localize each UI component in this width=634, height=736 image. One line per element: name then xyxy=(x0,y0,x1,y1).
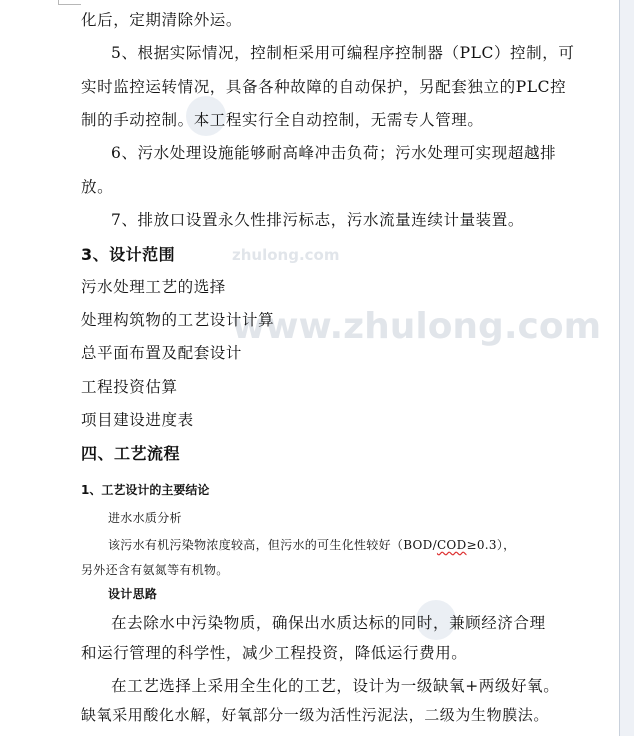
paragraph-line: 5、根据实际情况，控制柜采用可编程序控制器（PLC）控制，可 xyxy=(111,44,575,62)
scope-item: 污水处理工艺的选择 xyxy=(81,278,226,296)
text-segment: 该污水有机污染物浓度较高，但污水的可生化性较好（BOD/ xyxy=(108,538,437,552)
watermark-small: zhulong.com xyxy=(232,246,340,264)
page-corner-marker xyxy=(58,0,81,5)
paragraph-line: 化后，定期清除外运。 xyxy=(81,11,243,29)
paragraph-line: 6、污水处理设施能够耐高峰冲击负荷；污水处理可实现超越排 xyxy=(111,144,557,162)
spellcheck-flagged-word: COD xyxy=(436,538,467,552)
subsection-label: 设计思路 xyxy=(108,587,158,601)
scope-item: 项目建设进度表 xyxy=(81,411,194,429)
paragraph-line: 7、排放口设置永久性排污标志，污水流量连续计量装置。 xyxy=(111,211,524,229)
watermark-large: www.zhulong.com xyxy=(232,306,602,347)
scope-item: 处理构筑物的工艺设计计算 xyxy=(81,311,275,329)
subsection-heading: 1、工艺设计的主要结论 xyxy=(81,483,210,497)
paragraph-line: 制的手动控制。本工程实行全自动控制，无需专人管理。 xyxy=(81,111,484,129)
paragraph-line: 在工艺选择上采用全生化的工艺，设计为一级缺氧+两级好氧。 xyxy=(111,677,560,695)
paragraph-line: 放。 xyxy=(81,178,114,196)
paragraph-line: 在去除水中污染物质，确保出水质达标的同时，兼顾经济合理 xyxy=(111,614,546,632)
paragraph-line: 实时监控运转情况，具备各种故障的自动保护，另配套独立的PLC控 xyxy=(81,78,567,96)
paragraph-line xyxy=(108,536,515,553)
section-heading: 3、设计范围 xyxy=(81,245,176,264)
paragraph-line: 和运行管理的科学性，减少工程投资，降低运行费用。 xyxy=(81,644,468,662)
text-segment: ≥0.3）， xyxy=(466,538,516,552)
scope-item: 工程投资估算 xyxy=(81,378,178,396)
paragraph-line: 另外还含有氨氮等有机物。 xyxy=(81,563,229,577)
paragraph-line: 进水水质分析 xyxy=(108,511,182,525)
scope-item: 总平面布置及配套设计 xyxy=(81,344,243,362)
paragraph-line: 缺氧采用酸化水解，好氧部分一级为活性污泥法，二级为生物膜法。 xyxy=(81,706,550,724)
vertical-scrollbar[interactable] xyxy=(619,0,634,736)
section-heading: 四、工艺流程 xyxy=(81,444,181,463)
